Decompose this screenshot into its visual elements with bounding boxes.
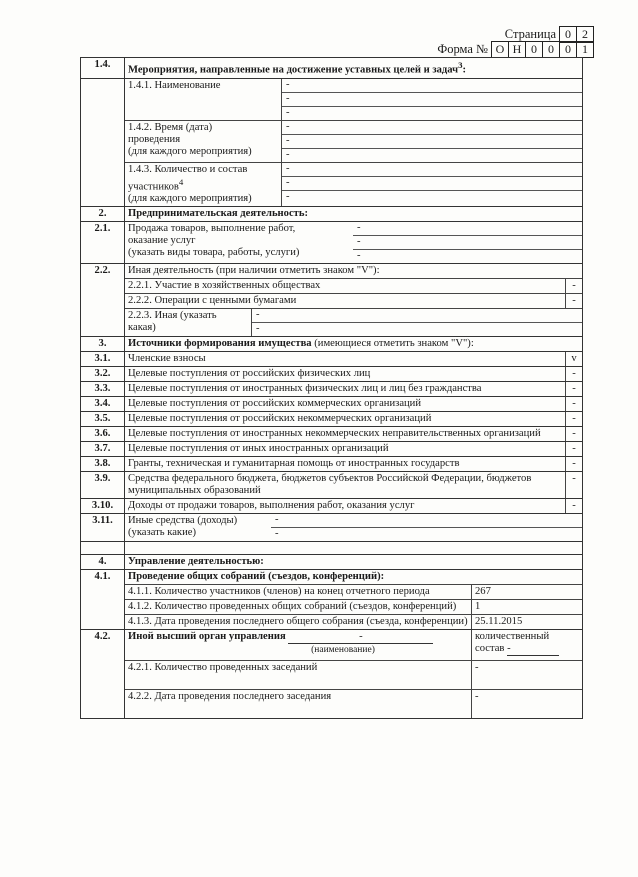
funding-source-cell xyxy=(125,397,583,412)
label-text: какая) xyxy=(128,322,156,334)
funding-source-inner xyxy=(125,412,582,426)
report-form-table xyxy=(80,57,583,719)
value-line: - xyxy=(282,135,582,149)
row-text: Целевые поступления от российских некоммерческих организаций xyxy=(128,413,432,425)
row-number: 3.9. xyxy=(81,472,125,499)
form-cell: 0 xyxy=(525,41,543,58)
funding-source-inner xyxy=(125,352,582,366)
label-text: оказание услуг xyxy=(128,235,196,247)
funding-source-inner xyxy=(125,382,582,396)
label-text: 2.2.3. Иная (указать xyxy=(128,310,217,322)
spacer-cell xyxy=(125,542,583,555)
section-number: 3. xyxy=(81,337,125,352)
value-line: - xyxy=(286,190,290,202)
other-specify xyxy=(125,309,582,337)
funding-source-row xyxy=(81,367,583,382)
footnote-mark: 4 xyxy=(178,176,184,187)
row-title: Иной высший орган управления xyxy=(128,631,286,643)
funding-source-row xyxy=(81,382,583,397)
row-text: Иная деятельность (при наличии отметить знаком "V"): xyxy=(125,264,582,279)
row-text: Гранты, техническая и гуманитарная помощь от иностранных государств xyxy=(128,458,460,470)
section-title-rest: (имеющиеся отметить знаком "V"): xyxy=(311,338,474,350)
other-activity-subtable xyxy=(125,264,582,336)
value-line: - xyxy=(357,250,361,262)
funding-source-cell xyxy=(125,427,583,442)
empty-cell xyxy=(81,78,125,207)
form-cell: 0 xyxy=(542,41,560,58)
form-cell: 0 xyxy=(559,41,577,58)
row-number: 2.2. xyxy=(81,264,125,337)
other-specify-label xyxy=(125,309,252,336)
section-title: Предпринимательская деятельность: xyxy=(125,207,583,222)
form-number-cells xyxy=(492,41,594,58)
label-text: 1.4.3. Количество и состав xyxy=(128,163,248,175)
label-text: 1.4.1. Наименование xyxy=(128,79,221,91)
value-cell: 25.11.2015 xyxy=(472,615,583,630)
row-text: Доходы от продажи товаров, выполнения работ, оказания услуг xyxy=(128,500,415,512)
form-cell: О xyxy=(491,41,509,58)
event-time-label xyxy=(125,120,282,162)
funding-source-cell xyxy=(125,499,583,514)
row-text: Целевые поступления от российских физических лиц xyxy=(128,368,371,380)
value-cell: 267 xyxy=(472,585,583,600)
other-specify-sub xyxy=(125,309,582,336)
funding-sources xyxy=(81,352,583,514)
mark-cell: - xyxy=(566,427,583,441)
funding-source-inner xyxy=(125,442,582,456)
form-cell: 1 xyxy=(576,41,594,58)
value-line: - xyxy=(353,222,582,236)
section-title-bold: Источники формирования имущества xyxy=(128,338,312,350)
value-cell: - xyxy=(472,690,583,719)
page-label: Страница xyxy=(504,27,556,41)
form-cell: Н xyxy=(508,41,526,58)
value-line: - xyxy=(282,93,582,107)
row-text: Целевые поступления от иностранных некоммерческих неправительственных организаций xyxy=(128,428,541,440)
value-line: - xyxy=(282,121,582,135)
mark-cell: - xyxy=(566,279,583,294)
row-text: 4.2.2. Дата проведения последнего заседания xyxy=(128,691,332,703)
governing-body-subtable xyxy=(125,630,582,718)
funding-source-cell xyxy=(125,442,583,457)
funding-source-row xyxy=(81,412,583,427)
meetings-subtable xyxy=(125,570,582,629)
mark-cell: - xyxy=(566,367,583,381)
trade-values xyxy=(353,222,582,263)
funding-source-row xyxy=(81,397,583,412)
value-line: - xyxy=(275,528,279,540)
form-label: Форма № xyxy=(437,42,488,56)
row-number: 3.5. xyxy=(81,412,125,427)
event-participants-values xyxy=(282,162,583,206)
other-specify-values xyxy=(252,309,582,336)
row-number: 3.3. xyxy=(81,382,125,397)
spacer-cell xyxy=(81,542,125,555)
trade-label xyxy=(125,222,353,263)
mark-cell: - xyxy=(566,294,583,309)
row-number: 3.2. xyxy=(81,367,125,382)
footnote-mark: 3 xyxy=(458,60,463,70)
section-title xyxy=(125,337,583,352)
funding-source-cell xyxy=(125,367,583,382)
value-line: - xyxy=(256,323,260,335)
row-number: 4.2. xyxy=(81,630,125,719)
funding-source-row xyxy=(81,427,583,442)
row-number: 2.1. xyxy=(81,222,125,264)
row-text: 4.2.1. Количество проведенных заседаний xyxy=(125,661,472,690)
funding-source-row xyxy=(81,499,583,514)
value-cell: 1 xyxy=(472,600,583,615)
funding-source-inner xyxy=(125,367,582,381)
row-title: Проведение общих собраний (съездов, конференций): xyxy=(125,570,582,585)
row-number: 3.8. xyxy=(81,457,125,472)
governing-body-block xyxy=(125,630,583,719)
value-line: - xyxy=(353,236,582,250)
row-text: Членские взносы xyxy=(128,353,206,365)
label-text: состав xyxy=(475,643,505,655)
section-row xyxy=(81,58,583,79)
event-name-label xyxy=(125,79,282,121)
section-title: Мероприятия, направленные на достижение уставных целей и задач$^3$: xyxy=(125,58,583,79)
funding-source-row xyxy=(81,442,583,457)
row-text: 4.1.1. Количество участников (членов) на конец отчетного периода xyxy=(125,585,472,600)
meetings-block xyxy=(125,570,583,630)
composition-cell xyxy=(472,630,583,661)
value-cell: - xyxy=(472,661,583,690)
funding-source-inner xyxy=(125,457,582,471)
mark-cell: - xyxy=(566,412,583,426)
funding-source-cell xyxy=(125,457,583,472)
value-line: - xyxy=(282,177,582,191)
row-number: 3.1. xyxy=(81,352,125,367)
label-text: количественный xyxy=(475,631,550,643)
other-income-label xyxy=(125,514,271,541)
form-number-row xyxy=(437,41,594,58)
mark-cell: - xyxy=(566,397,583,411)
row-number: 3.6. xyxy=(81,427,125,442)
mark-cell: - xyxy=(566,472,583,498)
event-time-values xyxy=(282,120,583,162)
mark-cell: - xyxy=(566,457,583,471)
funding-source-row xyxy=(81,352,583,367)
label-text xyxy=(128,176,278,194)
row-text: 4.1.2. Количество проведенных общих собраний (съездов, конференций) xyxy=(125,600,472,615)
other-income-block xyxy=(125,514,583,542)
value-line: - xyxy=(282,79,582,93)
mark-cell: - xyxy=(566,382,583,396)
mark-cell: v xyxy=(566,352,583,366)
governing-body-name xyxy=(125,630,472,661)
label-text: (указать виды товара, работы, услуги) xyxy=(128,247,300,259)
row-text: Целевые поступления от иных иностранных организаций xyxy=(128,443,389,455)
funding-source-inner xyxy=(125,499,582,513)
trade-sub xyxy=(125,222,582,263)
label-text: участников xyxy=(128,181,179,193)
section-title-text: Мероприятия, направленные на достижение уставных целей и задач xyxy=(128,64,459,76)
funding-source-inner xyxy=(125,397,582,411)
row-text: Средства федерального бюджета, бюджетов субъектов Российской Федерации, бюджетов муниципальных образований xyxy=(128,473,532,497)
row-text: 2.2.1. Участие в хозяйственных обществах xyxy=(125,279,566,294)
row-number: 4.1. xyxy=(81,570,125,630)
section-title: Управление деятельностью: xyxy=(125,555,583,570)
section-number: 1.4. xyxy=(81,58,125,79)
mark-cell: - xyxy=(566,499,583,513)
trade-block xyxy=(125,222,583,264)
name-value: - xyxy=(288,631,433,644)
label-text: проведения xyxy=(128,133,181,145)
label-text: Продажа товаров, выполнение работ, xyxy=(128,223,296,235)
page-cell: 0 xyxy=(559,26,577,43)
label-text: Иные средства (доходы) xyxy=(128,515,238,527)
row-text: Целевые поступления от российских коммерческих организаций xyxy=(128,398,422,410)
label-text: 1.4.2. Время (дата) xyxy=(128,121,213,133)
other-income-sub xyxy=(125,514,582,541)
event-name-values xyxy=(282,79,583,121)
event-participants-label xyxy=(125,162,282,206)
funding-source-inner xyxy=(125,427,582,441)
funding-source-row xyxy=(81,457,583,472)
funding-source-cell xyxy=(125,382,583,397)
row-number: 3.7. xyxy=(81,442,125,457)
row-number: 3.4. xyxy=(81,397,125,412)
page-cell: 2 xyxy=(576,26,594,43)
section-number: 2. xyxy=(81,207,125,222)
value-line: - xyxy=(286,148,290,160)
row-text: 4.1.3. Дата проведения последнего общего собрания (съезда, конференции) xyxy=(128,616,468,628)
other-activity-block xyxy=(125,264,583,337)
composition-value: - xyxy=(507,643,559,656)
value-line: - xyxy=(282,163,582,177)
funding-source-cell xyxy=(125,352,583,367)
section-number: 4. xyxy=(81,555,125,570)
value-line: - xyxy=(252,309,582,323)
name-caption: (наименование) xyxy=(311,645,375,656)
row-number: 3.10. xyxy=(81,499,125,514)
value-line: - xyxy=(271,514,582,528)
label-text: (указать какие) xyxy=(128,527,196,539)
row-text: 2.2.2. Операции с ценными бумагами xyxy=(125,294,566,309)
events-subtable xyxy=(125,79,582,207)
label-text: (для каждого мероприятия) xyxy=(128,193,252,205)
funding-source-inner xyxy=(125,472,582,498)
value-line: - xyxy=(286,106,290,118)
row-number: 3.11. xyxy=(81,514,125,542)
funding-source-row xyxy=(81,472,583,499)
label-text: (для каждого мероприятия) xyxy=(128,145,252,157)
composition-line xyxy=(475,643,579,656)
events-block xyxy=(125,78,583,207)
mark-cell: - xyxy=(566,442,583,456)
other-income-values xyxy=(271,514,582,541)
funding-source-cell xyxy=(125,472,583,499)
funding-source-cell xyxy=(125,412,583,427)
row-text: Целевые поступления от иностранных физических лиц и лиц без гражданства xyxy=(128,383,482,395)
